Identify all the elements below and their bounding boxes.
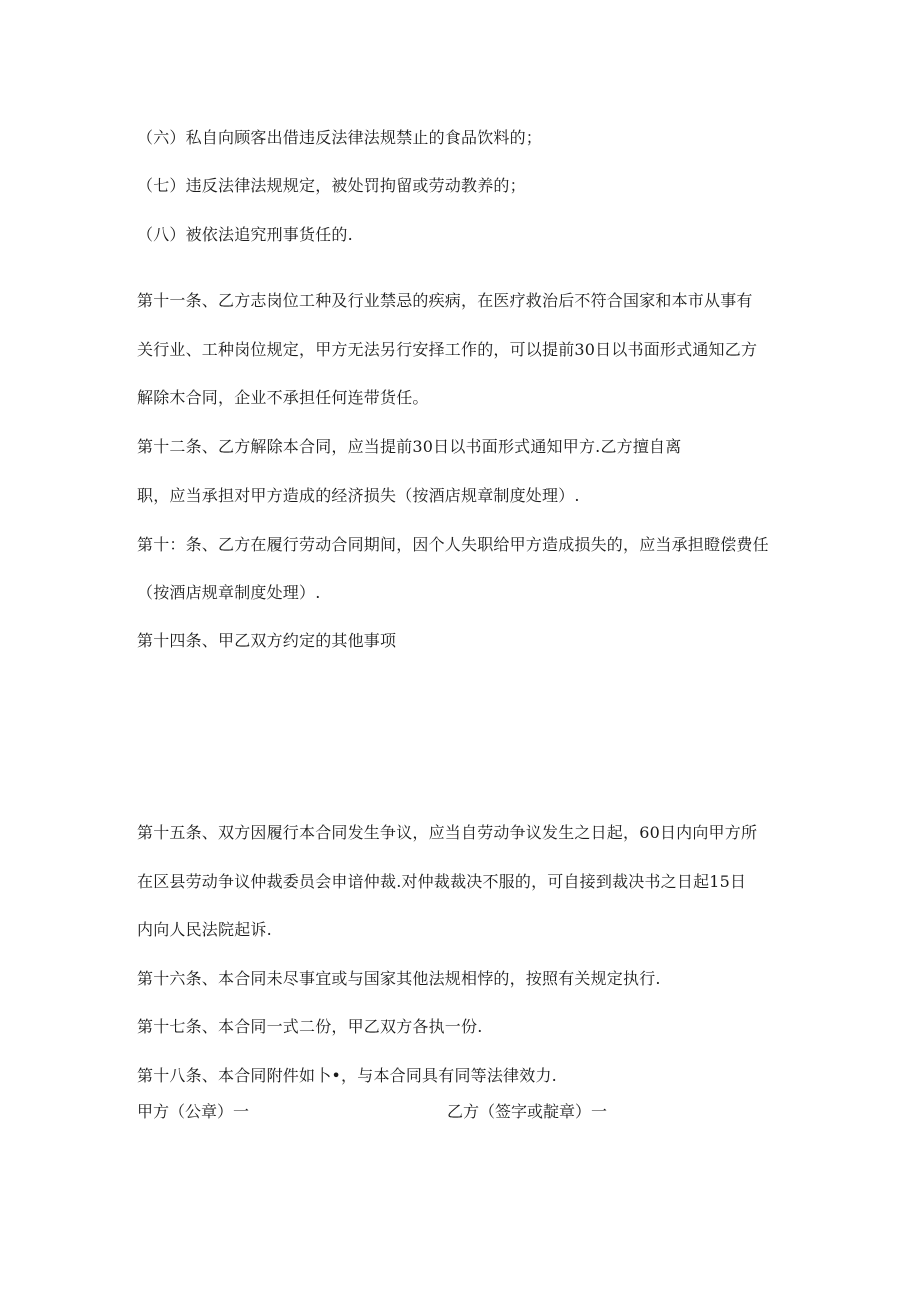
clause-item-6: （六）私自向顾客出借违反法律法规禁止的食品饮料的； [137, 128, 543, 147]
article-11-line-3: 解除木合同，企业不承担任何连带货任。 [137, 388, 429, 407]
article-17-line-1: 第十七条、本合同一式二份，甲乙双方各执一份. [137, 1017, 483, 1036]
article-18-line-1: 第十八条、本合同附件如卜•，与本合同具有同等法律效力. [137, 1066, 557, 1085]
clause-item-8: （八）被依法追究刑事货任的. [137, 225, 353, 244]
party-b-signature: 乙方（签字或靛章）一 [447, 1102, 608, 1121]
article-15-line-1: 第十五条、双方因履行本合同发生争议，应当自劳动争议发生之日起，60日内向甲方所 [137, 823, 758, 842]
article-13-line-1: 第十：条、乙方在履行劳动合同期间，因个人失职给甲方造成损失的，应当承担瞪偿费任 [137, 535, 769, 554]
article-11-line-1: 第十一条、乙方志岗位工种及行业禁忌的疾病，在医疗救治后不符合国家和本市从事有 [137, 291, 753, 310]
article-15-line-2: 在区县劳动争议仲裁委员会申谙仲裁.对仲裁裁决不服的，可自接到裁决书之日起15日 [137, 872, 747, 891]
article-11-line-2: 关行业、工种岗位规定，甲方无法另行安择工作的，可以提前30日以书面形式通知乙方 [137, 340, 758, 359]
article-16-line-1: 第十六条、本合同未尽事宜或与国家其他法规相悖的，按照有关规定执行. [137, 969, 661, 988]
article-12-line-1: 第十二条、乙方解除本合同，应当提前30日以书面形式通知甲方.乙方擅自离 [137, 437, 682, 456]
article-13-line-2: （按酒店规章制度处理）. [137, 583, 321, 602]
article-15-line-3: 内向人民法院起诉. [137, 920, 272, 939]
article-12-line-2: 职，应当承担对甲方造成的经济损失（按酒店规章制度处理）. [137, 486, 580, 505]
article-14-line-1: 第十四条、甲乙双方约定的其他事项 [137, 631, 397, 650]
clause-item-7: （七）违反法律法规规定，被处罚拘留或劳动教养的； [137, 176, 526, 195]
party-a-signature: 甲方（公章）一 [137, 1102, 250, 1121]
